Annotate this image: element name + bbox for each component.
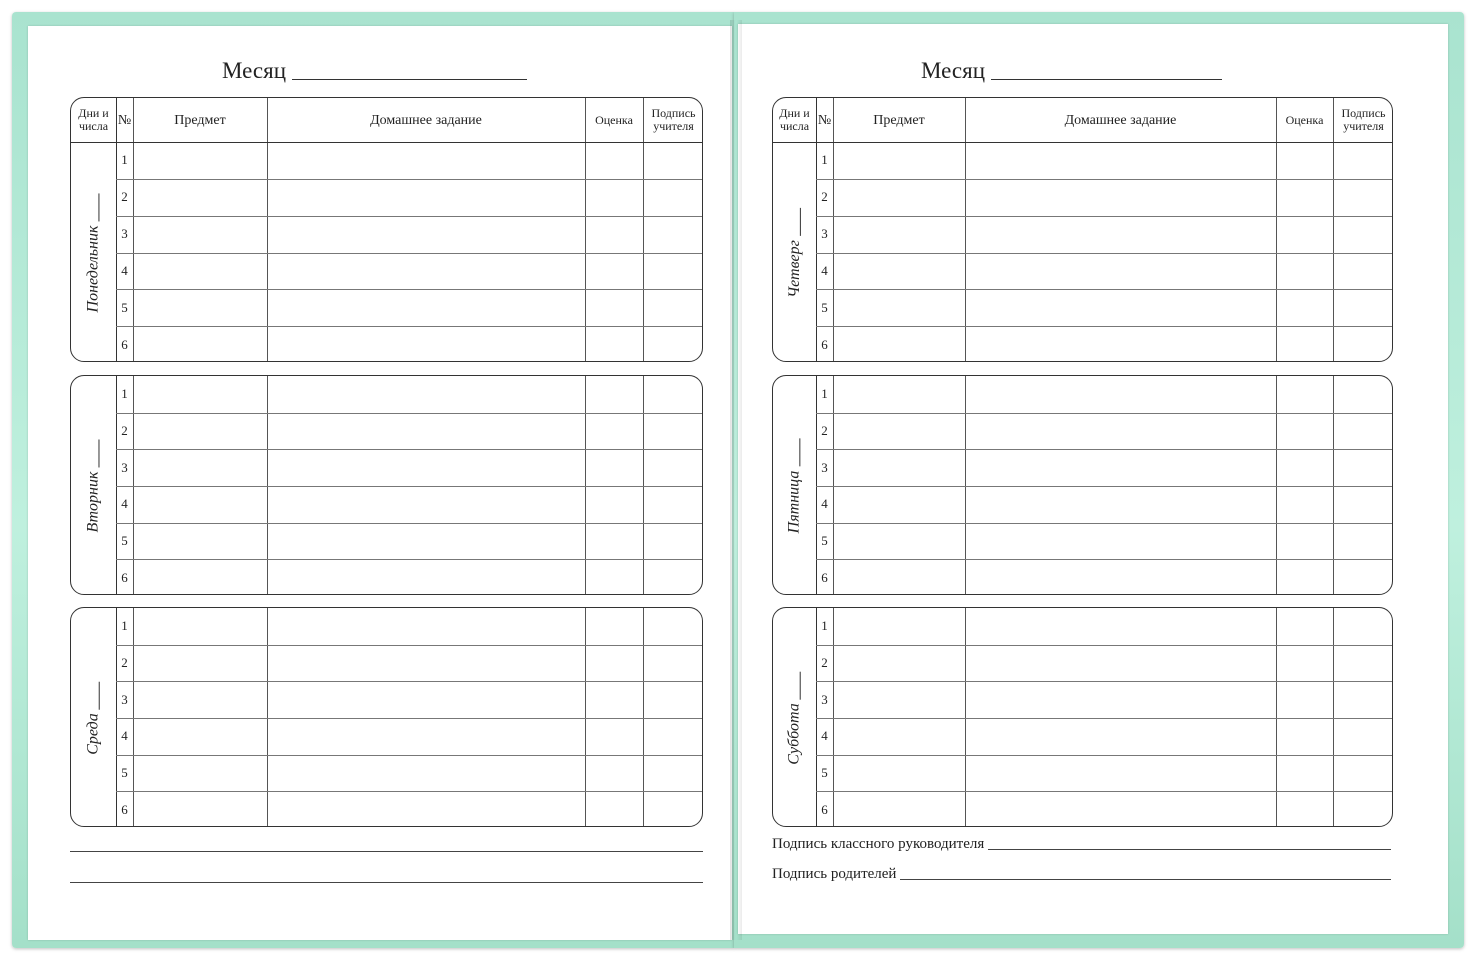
row-divider	[116, 523, 702, 524]
row-divider	[816, 253, 1392, 254]
row-divider	[116, 179, 702, 180]
row-divider	[116, 718, 702, 719]
row-divider	[816, 523, 1392, 524]
lesson-number: 5	[121, 764, 128, 780]
lesson-number: 2	[821, 654, 828, 670]
lesson-number: 2	[821, 422, 828, 438]
lesson-number: 1	[121, 386, 128, 402]
lesson-number: 6	[821, 801, 828, 817]
date-fill-line[interactable]	[800, 671, 801, 699]
lesson-number: 1	[821, 618, 828, 634]
lesson-number: 4	[821, 728, 828, 744]
lesson-number: 2	[121, 654, 128, 670]
month-fill-line[interactable]	[292, 79, 527, 80]
row-divider	[116, 216, 702, 217]
lesson-number: 4	[121, 728, 128, 744]
column-divider	[643, 376, 644, 594]
day-block-left-1	[70, 97, 703, 362]
lesson-number: 1	[821, 386, 828, 402]
row-divider	[816, 449, 1392, 450]
parents-signature-label: Подпись родителей	[772, 866, 897, 882]
column-divider	[1333, 608, 1334, 826]
header-grade: Оценка	[1285, 112, 1324, 127]
day-block-left-3	[70, 607, 703, 827]
lesson-number: 1	[821, 152, 828, 168]
month-label: Месяц	[222, 58, 287, 83]
column-divider	[133, 608, 134, 826]
day-name-rotated	[786, 671, 804, 764]
row-divider	[116, 486, 702, 487]
row-divider	[116, 791, 702, 792]
day-name-rotated	[85, 440, 103, 533]
lesson-number: 2	[121, 422, 128, 438]
day-label-cell	[71, 608, 116, 827]
header-homework: Домашнее задание	[1064, 112, 1177, 128]
row-divider	[816, 755, 1392, 756]
day-label-cell	[71, 376, 116, 595]
day-label-cell	[773, 608, 816, 827]
lesson-number: 3	[121, 691, 128, 707]
row-divider	[116, 449, 702, 450]
day-label-cell	[773, 376, 816, 595]
lesson-number: 3	[121, 459, 128, 475]
day-name: Понедельник	[84, 225, 102, 312]
header-number: №	[817, 112, 832, 128]
row-divider	[816, 179, 1392, 180]
date-fill-line[interactable]	[800, 439, 801, 467]
row-divider	[116, 413, 702, 414]
row-divider	[816, 791, 1392, 792]
column-divider	[833, 608, 834, 826]
lesson-number: 5	[121, 532, 128, 548]
day-block-right-1	[772, 97, 1393, 362]
class-teacher-signature-line[interactable]	[988, 849, 1391, 850]
day-name-rotated	[786, 208, 804, 298]
row-divider	[816, 718, 1392, 719]
lesson-number: 6	[121, 801, 128, 817]
parents-signature	[772, 866, 1391, 883]
column-divider	[965, 376, 966, 594]
date-fill-line[interactable]	[99, 681, 100, 709]
lesson-number: 4	[821, 262, 828, 278]
column-divider	[585, 376, 586, 594]
class-teacher-signature-label: Подпись классного руководителя	[772, 836, 985, 852]
row-divider	[116, 559, 702, 560]
header-subject: Предмет	[174, 112, 226, 128]
date-fill-line[interactable]	[800, 208, 801, 236]
day-block-right-3	[772, 607, 1393, 827]
day-name: Среда	[84, 713, 102, 755]
lesson-number: 4	[121, 262, 128, 278]
day-block-right-2	[772, 375, 1393, 595]
row-divider	[816, 645, 1392, 646]
header-divider	[773, 142, 1392, 143]
row-divider	[816, 289, 1392, 290]
header-divider	[71, 142, 702, 143]
column-divider	[1333, 376, 1334, 594]
day-block-left-2	[70, 375, 703, 595]
lesson-number: 3	[821, 226, 828, 242]
day-name-rotated	[786, 439, 804, 534]
column-divider	[643, 608, 644, 826]
header-days: Дни и числа	[78, 106, 109, 133]
column-divider	[965, 608, 966, 826]
lesson-number: 5	[821, 532, 828, 548]
day-name: Пятница	[785, 470, 803, 534]
column-divider	[267, 608, 268, 826]
column-divider	[833, 376, 834, 594]
row-divider	[116, 253, 702, 254]
book-spine	[730, 20, 742, 940]
header-number: №	[117, 112, 132, 128]
lesson-number: 3	[821, 691, 828, 707]
lesson-number: 5	[121, 299, 128, 315]
row-divider	[816, 486, 1392, 487]
lesson-number: 6	[821, 336, 828, 352]
day-name: Четверг	[785, 239, 803, 298]
lesson-number: 6	[121, 569, 128, 585]
row-divider	[816, 559, 1392, 560]
left-month-title	[222, 58, 527, 84]
column-divider	[1276, 608, 1277, 826]
lesson-number: 1	[121, 618, 128, 634]
day-name-rotated	[85, 193, 103, 312]
row-divider	[116, 645, 702, 646]
day-name: Вторник	[84, 471, 102, 533]
row-divider	[816, 413, 1392, 414]
lesson-number: 3	[121, 226, 128, 242]
day-name: Суббота	[785, 703, 803, 765]
header-signature: Подпись учителя	[1341, 106, 1386, 133]
row-divider	[116, 681, 702, 682]
row-divider	[116, 289, 702, 290]
lesson-number: 4	[821, 496, 828, 512]
date-fill-line[interactable]	[99, 440, 100, 468]
lesson-number: 5	[821, 764, 828, 780]
lesson-number: 6	[821, 569, 828, 585]
class-teacher-signature	[772, 836, 1391, 853]
lesson-number: 6	[121, 336, 128, 352]
lesson-number: 2	[121, 189, 128, 205]
header-homework: Домашнее задание	[370, 112, 482, 128]
lesson-number: 5	[821, 299, 828, 315]
row-divider	[816, 216, 1392, 217]
row-divider	[816, 681, 1392, 682]
right-month-title	[921, 58, 1222, 84]
notes-line[interactable]	[70, 851, 703, 852]
header-subject: Предмет	[873, 112, 925, 128]
date-fill-line[interactable]	[99, 193, 100, 221]
day-label-cell	[773, 142, 816, 362]
month-fill-line[interactable]	[991, 79, 1222, 80]
parents-signature-line[interactable]	[900, 879, 1391, 880]
lesson-number: 3	[821, 459, 828, 475]
column-divider	[585, 608, 586, 826]
row-divider	[116, 755, 702, 756]
header-days: Дни и числа	[779, 106, 810, 133]
row-divider	[116, 326, 702, 327]
column-divider	[133, 376, 134, 594]
column-divider	[1276, 376, 1277, 594]
column-divider	[267, 376, 268, 594]
row-divider	[816, 326, 1392, 327]
notes-line[interactable]	[70, 882, 703, 883]
month-label: Месяц	[921, 58, 986, 83]
header-grade: Оценка	[595, 112, 633, 127]
header-signature: Подпись учителя	[651, 106, 696, 133]
lesson-number: 4	[121, 496, 128, 512]
lesson-number: 1	[121, 152, 128, 168]
day-label-cell	[71, 142, 116, 362]
lesson-number: 2	[821, 189, 828, 205]
day-name-rotated	[85, 681, 103, 754]
